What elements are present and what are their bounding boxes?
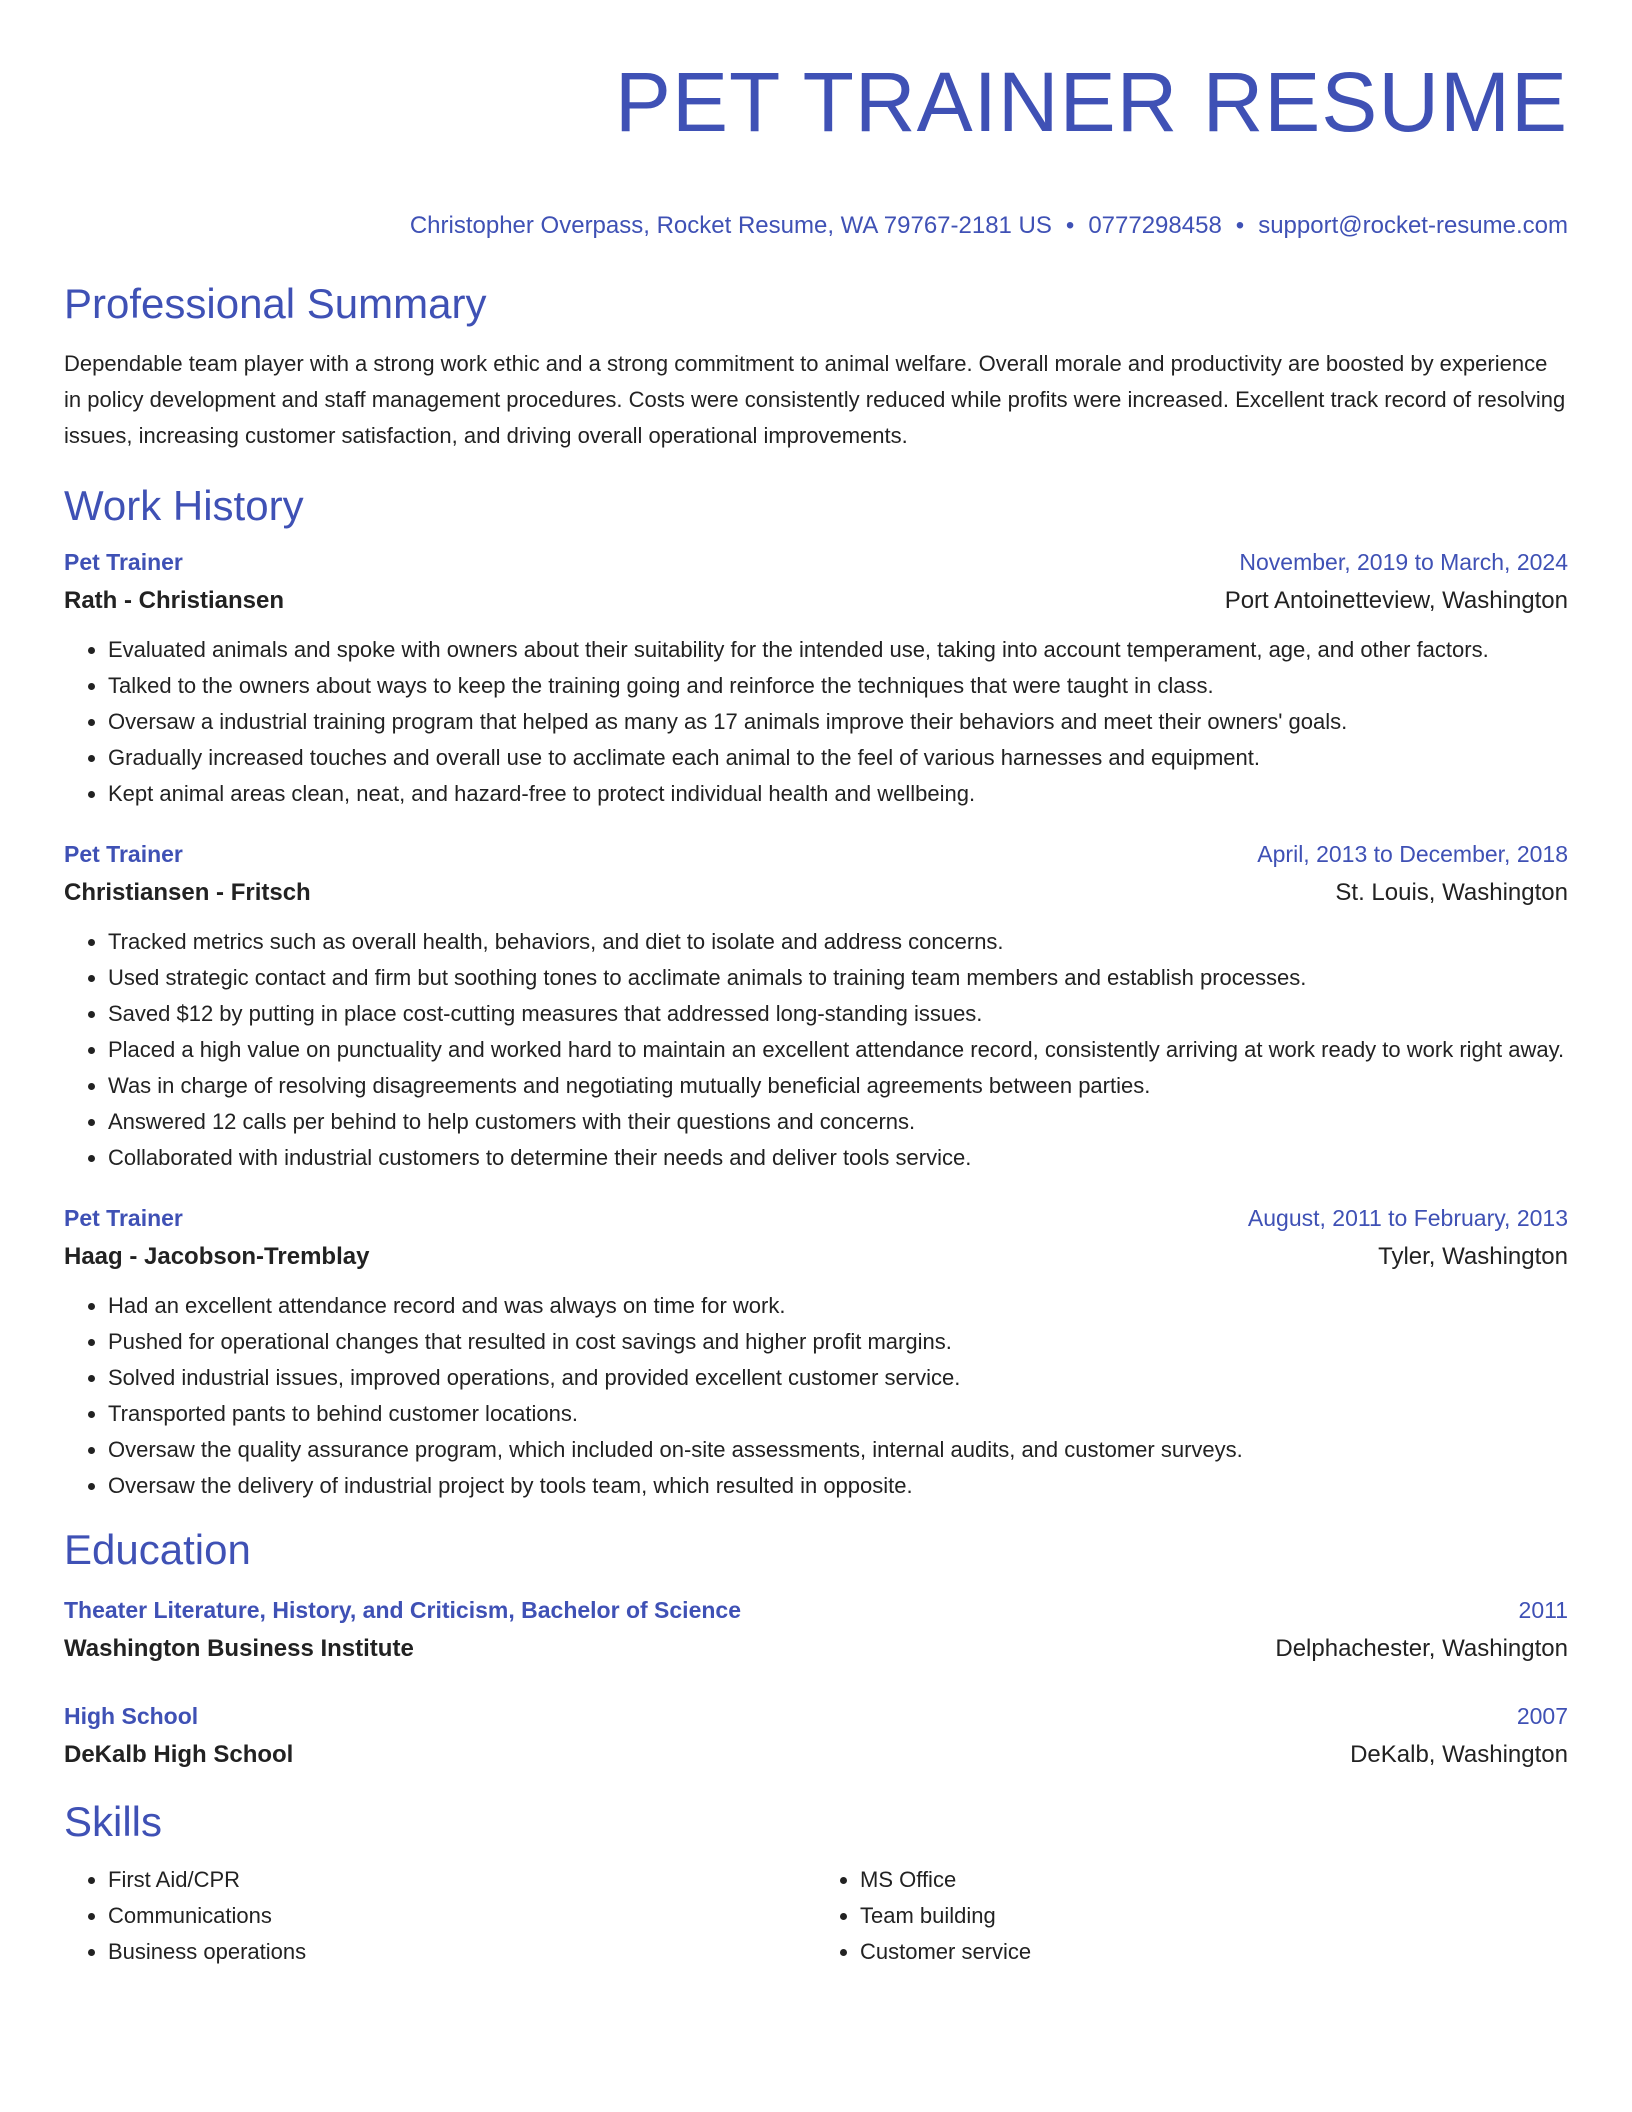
job-bullets (64, 1288, 1568, 1504)
skill-item: • Customer service (860, 1934, 1568, 1970)
employer-name: Haag - Jacobson-Tremblay (64, 1243, 370, 1270)
list-item: • Had an excellent attendance record and was always on time for work. (108, 1288, 1568, 1324)
skills-columns (64, 1862, 1568, 1970)
school-location: Delphachester, Washington (1275, 1635, 1568, 1662)
school-name: Washington Business Institute (64, 1635, 414, 1662)
skill-item: • Team building (860, 1898, 1568, 1934)
list-item: • Oversaw a industrial training program that helped as many as 17 animals improve their behaviors and meet their owners' goals. (108, 704, 1568, 740)
job-dates: April, 2013 to December, 2018 (1257, 841, 1568, 867)
job-title: Pet Trainer (64, 841, 183, 867)
education-entry (64, 1696, 1568, 1774)
job-title: Pet Trainer (64, 1205, 183, 1231)
section-heading: Work History (64, 482, 304, 529)
contact-separator: • (1065, 212, 1075, 239)
school-name: DeKalb High School (64, 1741, 294, 1768)
skills-list-left (64, 1862, 816, 1970)
employer-name: Christiansen - Fritsch (64, 879, 311, 906)
employer-name: Rath - Christiansen (64, 587, 285, 614)
list-item: • Talked to the owners about ways to keep the training going and reinforce the techniques that were taught in class. (108, 668, 1568, 704)
list-item: • Evaluated animals and spoke with owners about their suitability for the intended use, taking into account temperament, age, and other factors. (108, 632, 1568, 668)
degree-name: Theater Literature, History, and Criticism, Bachelor of Science (64, 1597, 741, 1623)
list-item: • Used strategic contact and firm but soothing tones to acclimate animals to training team members and establish processes. (108, 960, 1568, 996)
list-item: • Kept animal areas clean, neat, and hazard-free to protect individual health and wellbeing. (108, 776, 1568, 812)
list-item: • Tracked metrics such as overall health, behaviors, and diet to isolate and address concerns. (108, 924, 1568, 960)
list-item: • Solved industrial issues, improved operations, and provided excellent customer service. (108, 1360, 1568, 1396)
section-heading: Skills (64, 1798, 163, 1845)
job-entry (64, 1198, 1568, 1504)
degree-name: High School (64, 1703, 199, 1729)
work-history-section (64, 480, 1568, 1504)
contact-line (64, 210, 1568, 242)
list-item: • Answered 12 calls per behind to help customers with their questions and concerns. (108, 1104, 1568, 1140)
contact-separator: • (1235, 212, 1245, 239)
skills-section (64, 1796, 1568, 1970)
section-heading: Professional Summary (64, 280, 487, 327)
list-item: • Oversaw the quality assurance program, which included on-site assessments, internal audits, and customer surveys. (108, 1432, 1568, 1468)
resume-title: PET TRAINER RESUME (614, 55, 1568, 149)
list-item: • Was in charge of resolving disagreements and negotiating mutually beneficial agreements between parties. (108, 1068, 1568, 1104)
summary-text: Dependable team player with a strong work ethic and a strong commitment to animal welfare. Overall morale and productivity are boosted by experience in policy development and staff management procedures. Costs were consistently reduced while profits were increased. Excellent track record of resolving issues, increasing customer satisfaction, and driving overall operational improvements. (64, 351, 1566, 448)
contact-phone: 0777298458 (1088, 212, 1222, 239)
education-entry (64, 1590, 1568, 1668)
list-item: • Transported pants to behind customer locations. (108, 1396, 1568, 1432)
job-dates: November, 2019 to March, 2024 (1239, 549, 1568, 575)
skill-item: • First Aid/CPR (108, 1862, 816, 1898)
skill-item: • MS Office (860, 1862, 1568, 1898)
job-location: Port Antoinetteview, Washington (1224, 587, 1568, 614)
graduation-year: 2011 (1518, 1597, 1568, 1623)
graduation-year: 2007 (1516, 1703, 1568, 1729)
section-heading: Education (64, 1526, 251, 1573)
job-bullets (64, 632, 1568, 812)
list-item: • Collaborated with industrial customers to determine their needs and deliver tools service. (108, 1140, 1568, 1176)
professional-summary-section (64, 278, 1568, 454)
contact-address: Christopher Overpass, Rocket Resume, WA 79767-2181 US (409, 212, 1052, 239)
job-entry (64, 834, 1568, 1176)
list-item: • Oversaw the delivery of industrial project by tools team, which resulted in opposite. (108, 1468, 1568, 1504)
school-location: DeKalb, Washington (1350, 1741, 1568, 1768)
resume-header (64, 52, 1568, 242)
skills-list-right (816, 1862, 1568, 1970)
job-dates: August, 2011 to February, 2013 (1247, 1205, 1568, 1231)
skill-item: • Communications (108, 1898, 816, 1934)
job-bullets (64, 924, 1568, 1176)
job-location: Tyler, Washington (1378, 1243, 1568, 1270)
list-item: • Placed a high value on punctuality and worked hard to maintain an excellent attendance record, consistently arriving at work ready to work right away. (108, 1032, 1568, 1068)
job-entry (64, 542, 1568, 812)
list-item: • Gradually increased touches and overall use to acclimate each animal to the feel of various harnesses and equipment. (108, 740, 1568, 776)
job-location: St. Louis, Washington (1335, 879, 1568, 906)
skill-item: • Business operations (108, 1934, 816, 1970)
education-section (64, 1524, 1568, 1774)
job-title: Pet Trainer (64, 549, 183, 575)
list-item: • Saved $12 by putting in place cost-cutting measures that addressed long-standing issues. (108, 996, 1568, 1032)
contact-email[interactable]: support@rocket-resume.com (1258, 212, 1568, 239)
list-item: • Pushed for operational changes that resulted in cost savings and higher profit margins. (108, 1324, 1568, 1360)
